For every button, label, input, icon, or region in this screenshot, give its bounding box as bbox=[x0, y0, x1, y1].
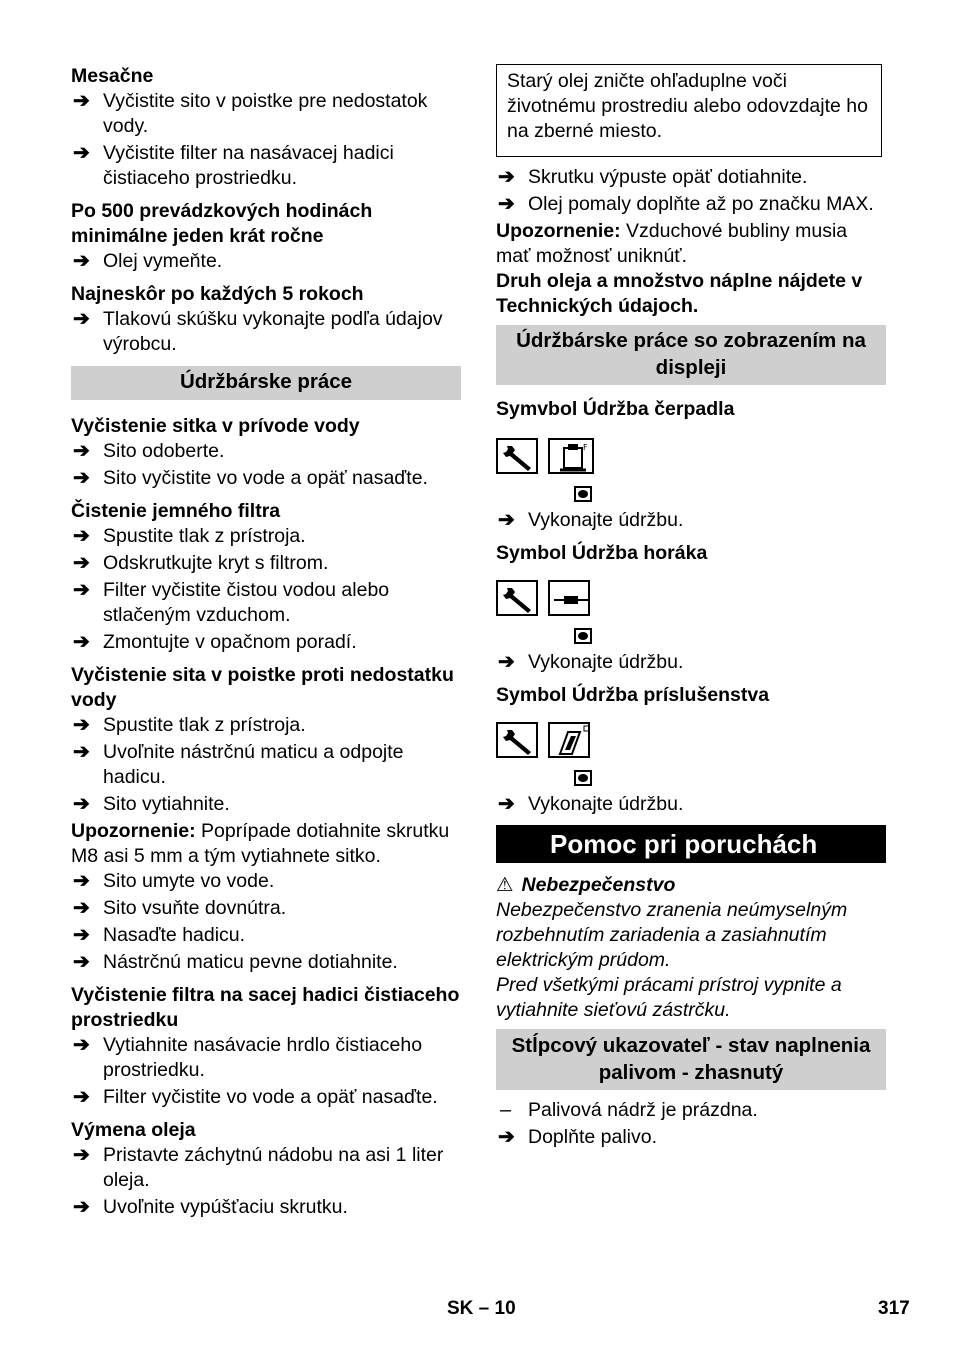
arrow-icon: ➔ bbox=[73, 1034, 90, 1056]
note-paragraph: Upozornenie: Poprípade dotiahnite skrutku M8 asi 5 mm a tým vytiahnete sitko. bbox=[71, 820, 450, 867]
heading-fine-filter: Čistenie jemného filtra bbox=[71, 500, 281, 522]
danger-heading: ⚠ Nebezpečenstvo bbox=[496, 874, 676, 896]
wrench-icon bbox=[496, 722, 538, 758]
section-title-display-maintenance: Údržbárske práce so zobrazením na displeji bbox=[496, 325, 886, 385]
arrow-icon: ➔ bbox=[73, 440, 90, 462]
arrow-icon: ➔ bbox=[73, 793, 90, 815]
wrench-icon bbox=[496, 438, 538, 474]
heading-accessory-symbol: Symbol Údržba príslušenstva bbox=[496, 684, 770, 706]
list-item: ➔ Sito vytiahnite. bbox=[73, 793, 230, 815]
danger-text-2: Pred všetkými prácami prístroj vypnite a vytiahnite sieťovú zástrčku. bbox=[496, 974, 842, 1021]
arrow-icon: ➔ bbox=[73, 870, 90, 892]
note-paragraph: Upozornenie: Vzduchové bubliny musia mať možnosť uniknúť. bbox=[496, 220, 848, 267]
arrow-icon: ➔ bbox=[498, 193, 515, 215]
heading-water-inlet-sieve: Vyčistenie sitka v prívode vody bbox=[71, 415, 360, 437]
arrow-icon: ➔ bbox=[73, 1196, 90, 1218]
arrow-icon: ➔ bbox=[73, 1086, 90, 1108]
chapter-title-troubleshooting: Pomoc pri poruchách bbox=[496, 825, 886, 863]
pump-maintenance-symbol bbox=[496, 438, 886, 508]
list-item: ➔ Spustite tlak z prístroja. bbox=[73, 525, 306, 547]
pump-icon bbox=[548, 438, 594, 474]
heading-burner-symbol: Symbol Údržba horáka bbox=[496, 542, 708, 564]
arrow-icon: ➔ bbox=[73, 924, 90, 946]
heading-pump-symbol: Symvbol Údržba čerpadla bbox=[496, 398, 735, 420]
heading-suction-hose-filter: Vyčistenie filtra na sacej hadici čistiaceho prostriedku bbox=[71, 984, 460, 1031]
list-item: ➔ Vykonajte údržbu. bbox=[498, 793, 684, 815]
list-item: ➔ Olej pomaly doplňte až po značku MAX. bbox=[498, 193, 874, 215]
list-item: ➔ Uvoľnite nástrčnú maticu a odpojte hadicu. bbox=[73, 741, 404, 788]
list-item: ➔ Vyčistite sito v poistke pre nedostatok vody. bbox=[73, 90, 428, 137]
arrow-icon: ➔ bbox=[73, 467, 90, 489]
list-item: ➔ Sito vyčistite vo vode a opäť nasaďte. bbox=[73, 467, 428, 489]
arrow-icon: ➔ bbox=[73, 90, 90, 112]
arrow-icon: ➔ bbox=[73, 579, 90, 601]
burner-icon bbox=[548, 580, 590, 616]
arrow-icon: ➔ bbox=[73, 250, 90, 272]
display-indicator-icon bbox=[574, 486, 592, 502]
right-column bbox=[496, 64, 886, 1152]
arrow-icon: ➔ bbox=[73, 1144, 90, 1166]
list-item: ➔ Zmontujte v opačnom poradí. bbox=[73, 631, 357, 653]
list-item: ➔ Uvoľnite vypúšťaciu skrutku. bbox=[73, 1196, 348, 1218]
heading-5-years: Najneskôr po každých 5 rokoch bbox=[71, 283, 364, 305]
list-item: ➔ Sito vsuňte dovnútra. bbox=[73, 897, 287, 919]
environment-note-box: Starý olej zničte ohľaduplne voči životnému prostrediu alebo odovzdajte ho na zberné miesto. bbox=[496, 64, 882, 157]
warning-icon: ⚠ bbox=[496, 874, 514, 896]
heading-500-hours: Po 500 prevádzkových hodinách minimálne jeden krát ročne bbox=[71, 200, 373, 247]
danger-text-1: Nebezpečenstvo zranenia neúmyselným rozbehnutím zariadenia a zasiahnutím elektrickým prúdom. bbox=[496, 899, 848, 971]
arrow-icon: ➔ bbox=[498, 166, 515, 188]
list-item: ➔ Filter vyčistite čistou vodou alebo stlačeným vzduchom. bbox=[73, 579, 390, 626]
display-indicator-icon bbox=[574, 770, 592, 786]
list-item: ➔ Odskrutkujte kryt s filtrom. bbox=[73, 552, 329, 574]
accessory-maintenance-symbol bbox=[496, 722, 886, 792]
dash-icon: – bbox=[500, 1099, 512, 1121]
list-item: ➔ Nasaďte hadicu. bbox=[73, 924, 246, 946]
svg-text:F: F bbox=[583, 443, 588, 452]
list-item: ➔ Filter vyčistite vo vode a opäť nasaďte. bbox=[73, 1086, 438, 1108]
heading-oil-change: Výmena oleja bbox=[71, 1119, 196, 1141]
list-item: ➔ Vykonajte údržbu. bbox=[498, 651, 684, 673]
list-item: ➔ Tlakovú skúšku vykonajte podľa údajov výrobcu. bbox=[73, 308, 443, 355]
arrow-icon: ➔ bbox=[498, 509, 515, 531]
display-indicator-icon bbox=[574, 628, 592, 644]
list-item: ➔ Skrutku výpuste opäť dotiahnite. bbox=[498, 166, 808, 188]
burner-maintenance-symbol bbox=[496, 580, 886, 650]
list-item: ➔ Vytiahnite nasávacie hrdlo čistiaceho prostriedku. bbox=[73, 1034, 423, 1081]
oil-type-note: Druh oleja a množstvo náplne nájdete v Technických údajoch. bbox=[496, 270, 863, 317]
list-item: ➔ Olej vymeňte. bbox=[73, 250, 223, 272]
list-item: ➔ Vyčistite filter na nasávacej hadici čistiaceho prostriedku. bbox=[73, 142, 394, 189]
arrow-icon: ➔ bbox=[73, 897, 90, 919]
arrow-icon: ➔ bbox=[73, 142, 90, 164]
arrow-icon: ➔ bbox=[73, 552, 90, 574]
footer-page-number: 317 bbox=[878, 1298, 910, 1319]
left-column bbox=[71, 64, 461, 1222]
section-title-fuel-indicator: Stĺpcový ukazovateľ - stav naplnenia palivom - zhasnutý bbox=[496, 1029, 886, 1090]
list-item: – Palivová nádrž je prázdna. bbox=[500, 1099, 758, 1121]
heading-monthly: Mesačne bbox=[71, 65, 154, 87]
section-title-maintenance: Údržbárske práce bbox=[71, 366, 461, 400]
list-item: ➔ Nástrčnú maticu pevne dotiahnite. bbox=[73, 951, 398, 973]
accessory-icon bbox=[548, 722, 590, 758]
arrow-icon: ➔ bbox=[73, 951, 90, 973]
list-item: ➔ Vykonajte údržbu. bbox=[498, 509, 684, 531]
list-item: ➔ Sito odoberte. bbox=[73, 440, 225, 462]
list-item: ➔ Spustite tlak z prístroja. bbox=[73, 714, 306, 736]
list-item: ➔ Sito umyte vo vode. bbox=[73, 870, 275, 892]
arrow-icon: ➔ bbox=[73, 308, 90, 330]
arrow-icon: ➔ bbox=[73, 631, 90, 653]
list-item: ➔ Doplňte palivo. bbox=[498, 1126, 657, 1148]
list-item: ➔ Pristavte záchytnú nádobu na asi 1 liter oleja. bbox=[73, 1144, 444, 1191]
wrench-icon bbox=[496, 580, 538, 616]
footer-language-page: SK – 10 bbox=[447, 1298, 516, 1319]
arrow-icon: ➔ bbox=[73, 741, 90, 763]
arrow-icon: ➔ bbox=[73, 525, 90, 547]
heading-water-shortage-sieve: Vyčistenie sita v poistke proti nedostatku vody bbox=[71, 664, 454, 711]
arrow-icon: ➔ bbox=[73, 714, 90, 736]
arrow-icon: ➔ bbox=[498, 793, 515, 815]
arrow-icon: ➔ bbox=[498, 651, 515, 673]
arrow-icon: ➔ bbox=[498, 1126, 515, 1148]
